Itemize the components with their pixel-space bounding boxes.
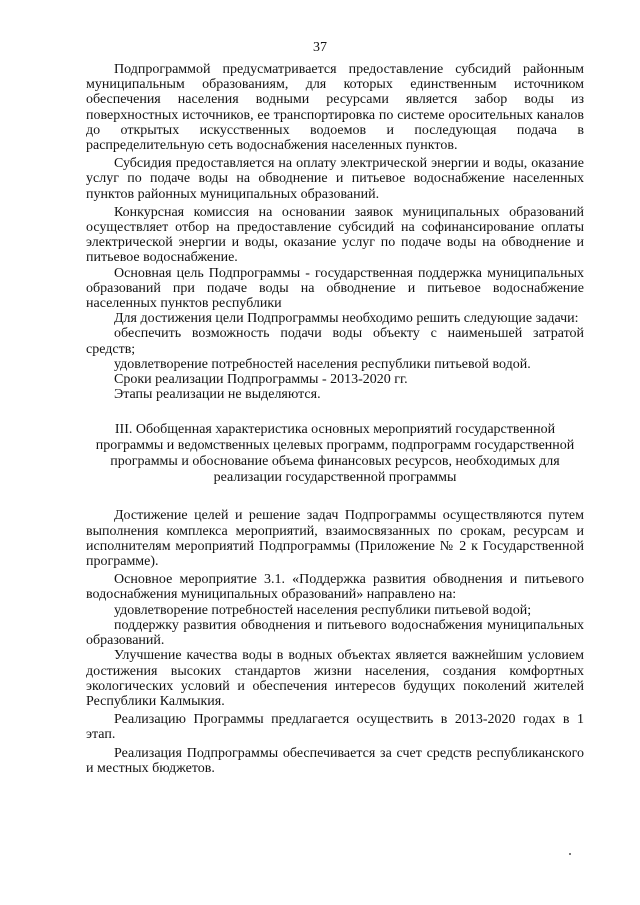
paragraph-task-drinking-water: удовлетворение потребностей населения республики питьевой водой. — [114, 356, 531, 372]
section-heading-line: программы и обоснование объема финансовых ресурсов, необходимых для — [110, 454, 560, 470]
paragraph-timeline: Сроки реализации Подпрограммы - 2013-2020 гг. — [114, 372, 408, 388]
paragraph-main-measure: Основное мероприятие 3.1. «Поддержка развития обводнения и питьевого водоснабжения муниципальных образований» направлено на: — [86, 572, 584, 603]
paragraph-stages: Этапы реализации не выделяются. — [114, 387, 321, 403]
paragraph-task-water-supply: обеспечить возможность подачи воды объекту с наименьшей затратой средств; — [86, 326, 584, 357]
paragraph-program-implementation: Реализацию Программы предлагается осуществить в 2013-2020 годах в 1 этап. — [86, 712, 584, 743]
document-body — [86, 62, 584, 776]
section-heading-line: III. Обобщенная характеристика основных мероприятий государственной — [114, 422, 556, 438]
section-heading — [86, 422, 584, 486]
section-heading-line: программы и ведомственных целевых программ, подпрограмм государственной — [95, 438, 575, 454]
page-number: 37 — [313, 40, 327, 55]
paragraph-water-quality: Улучшение качества воды в водных объектах является важнейшим условием достижения высоких стандартов жизни населения, создания комфортных экологических условий и обеспечения интересов будущих поколений жителей Республики Калмыкия. — [86, 648, 584, 709]
scan-speck — [569, 853, 571, 855]
paragraph-subsidy-use: Субсидия предоставляется на оплату электрической энергии и воды, оказание услуг по подаче воды на обводнение и питьевое водоснабжение населенных пунктов районных муниципальных образований. — [86, 156, 584, 202]
paragraph-competition-commission: Конкурсная комиссия на основании заявок муниципальных образований осуществляет отбор на предоставление субсидий на софинансирование оплаты электрической энергии и воды, оказание услуг по подаче воды на обводнение и питьевое водоснабжение. — [86, 204, 584, 266]
paragraph-tasks-intro: Для достижения цели Подпрограммы необходимо решить следующие задачи: — [114, 311, 579, 327]
paragraph-measure-drinking-water: удовлетворение потребностей населения республики питьевой водой; — [114, 602, 532, 618]
section-heading-line: реализации государственной программы — [213, 470, 457, 486]
paragraph-subsidy-purpose: Подпрограммой предусматривается предоставление субсидий районным муниципальным образованиям, для которых единственным источником обеспечения населения водными ресурсами является забор воды из поверхностных источников, ее транспортировка по системе оросительных каналов до открытых искусственных водоемов и последующая подача в распределительную сеть водоснабжения населенных пунктов. — [86, 62, 584, 154]
paragraph-funding: Реализация Подпрограммы обеспечивается за счет средств республиканского и местных бюджетов. — [86, 745, 584, 776]
paragraph-measure-support: поддержку развития обводнения и питьевого водоснабжения муниципальных образований. — [86, 617, 584, 649]
paragraph-achievement: Достижение целей и решение задач Подпрограммы осуществляются путем выполнения комплекса мероприятий, взаимосвязанных по срокам, ресурсам и исполнителям мероприятий Подпрограммы (Приложение № 2 к Государственной программе). — [86, 508, 584, 570]
paragraph-main-goal: Основная цель Подпрограммы - государственная поддержка муниципальных образований при подаче воды на обводнение и питьевое водоснабжение населенных пунктов республики — [86, 265, 584, 312]
